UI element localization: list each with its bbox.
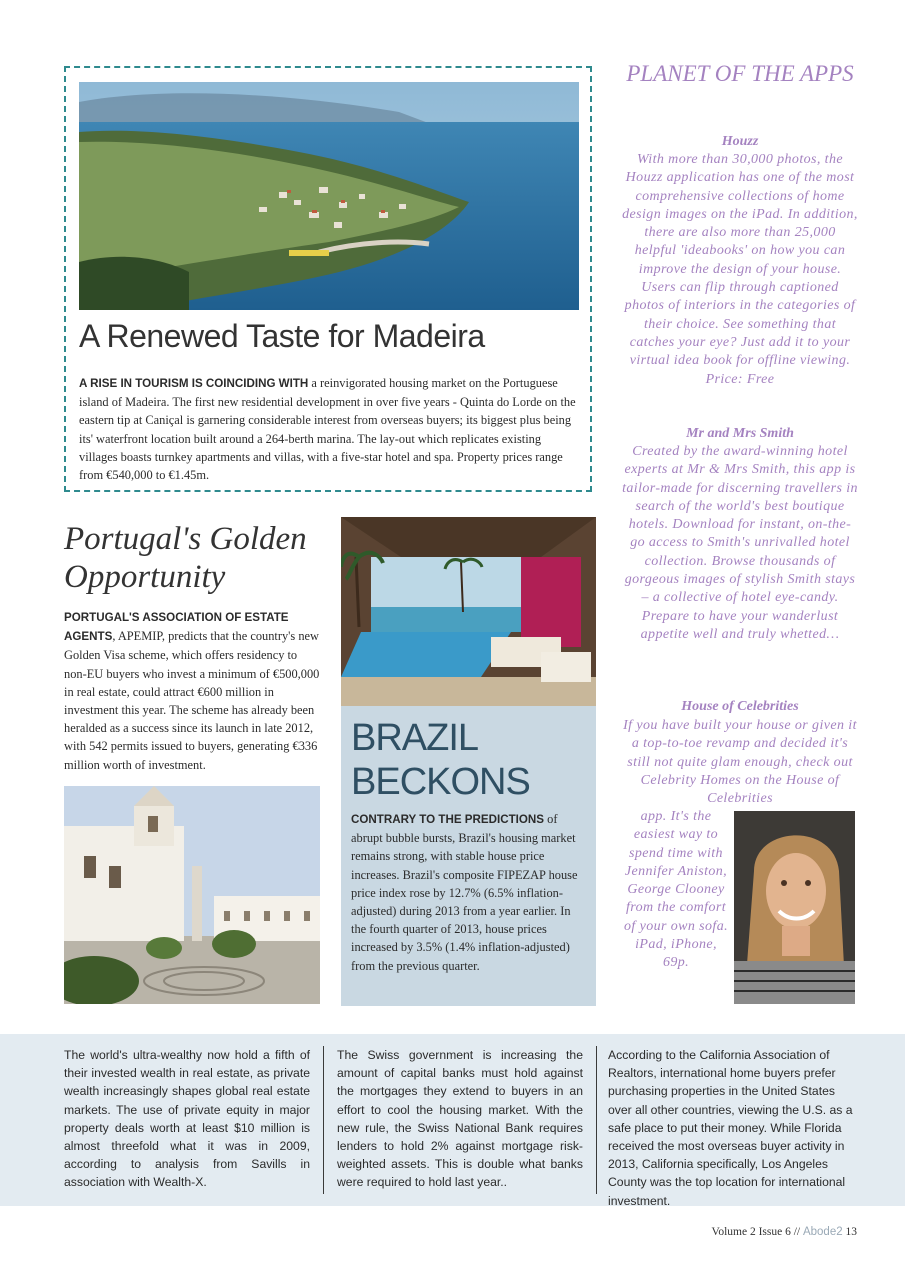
portugal-body: , APEMIP, predicts that the country's new Golden Visa scheme, which offers residency to non-EU buyers who invest a minimum of €500,000 in real estate, could attract €600 million in investment this year. The scheme has already been heralded as a success since its launch in late 2012, with 542 permits issued to buyers, generating €336 million worth of investment. xyxy=(64,629,320,772)
madeira-body: a reinvigorated housing market on the Portuguese island of Madeira. The first new residential development in over five years - Quinta do Lorde on the eastern tip at Caniçal is garnering considerable interest from overseas buyers; its biggest plus being its' waterfront location built around a 264-berth marina. The lay-out which replicates existing villages boasts turnkey apartments and villas, with a five-star hotel and spa. Property prices range from €540,000 to €1.45m. xyxy=(79,376,576,483)
brazil-villa-pool-photo xyxy=(341,517,596,706)
celebrity-portrait-photo xyxy=(734,811,855,1004)
houzz-app-description: With more than 30,000 photos, the Houzz application has one of the most comprehensive collections of home design images on the iPad. In addition, there are also more than 25,000 helpful 'ideabooks' on how you can improve the design of your house. Users can flip through captioned photos of interiors in the categories of their choice. See something that catches your eye? Just add it to your virtual idea book for offline viewing. Price: Free xyxy=(622,152,858,387)
cathedral-square-photo xyxy=(64,786,320,1004)
house-of-celebrities-description: If you have built your house or given it a top-to-toe revamp and decided it's still not quite glam enough, check out Celebrity Homes on the House of Celebrities xyxy=(623,718,857,807)
madeira-coastline-photo xyxy=(79,82,579,310)
portugal-lead-in: PORTUGAL'S ASSOCIATION OF ESTATE AGENTS xyxy=(64,611,289,644)
brief-california-buyers: According to the California Association of Realtors, international home buyers prefer purchasing properties in the United States over all other countries, viewing the U.S. as a safe place to put their money. While Florida received the most overseas buyer activity in 2013, California specifically, Los Angeles County was the top location for international investment. xyxy=(608,1048,853,1208)
madeira-headline: A Renewed Taste for Madeira xyxy=(79,318,485,354)
apps-column-headline: PLANET OF THE APPS xyxy=(626,61,854,86)
brazil-lead-in: CONTRARY TO THE PREDICTIONS xyxy=(351,813,545,826)
brief-wealth-real-estate: The world's ultra-wealthy now hold a fifth of their invested wealth in real estate, as private wealth increasingly shapes global real estate markets. The use of private equity in major property deals worth at least $10 million is almost threefold what it was in 2009, according to analysis from Savills in association with Wealth-X. xyxy=(64,1048,310,1190)
brazil-article-text xyxy=(351,810,587,975)
mr-mrs-smith-app-name: Mr and Mrs Smith xyxy=(686,426,794,441)
houzz-app-name: Houzz xyxy=(721,134,759,149)
madeira-lead-in: A RISE IN TOURISM IS COINCIDING WITH xyxy=(79,377,309,390)
brazil-headline-line-2: BECKONS xyxy=(351,761,530,803)
brazil-headline xyxy=(351,716,591,804)
page-number: 13 xyxy=(845,1226,857,1238)
portugal-headline: Portugal's Golden Opportunity xyxy=(64,521,307,595)
madeira-article-text xyxy=(79,374,581,484)
column-divider xyxy=(596,1046,597,1194)
brazil-body: of abrupt bubble bursts, Brazil's housing market remains strong, with stable house price increases. Brazil's composite FIPEZAP house price index rose by 12.7% (6.5% inflation-adjusted) during 2013 from a year earlier. In the fourth quarter of 2013, house prices increased by 3.5% (1.4% inflation-adjusted) from the previous quarter. xyxy=(351,812,578,973)
house-of-celebrities-description-continued: app. It's the easiest way to spend time with Jennifer Aniston, George Clooney from the comfort of your own sofa. iPad, iPhone, 69p. xyxy=(623,809,729,971)
issue-label: Volume 2 Issue 6 // xyxy=(711,1226,801,1238)
brazil-headline-line-1: BRAZIL xyxy=(351,717,479,759)
portugal-article-text xyxy=(64,608,320,774)
column-divider xyxy=(323,1046,324,1194)
mr-mrs-smith-app-description: Created by the award-winning hotel experts at Mr & Mrs Smith, this app is tailor-made for discerning travellers in search of the world's best boutique hotels. Download for instant, on-the-go access to Smith's unrivalled hotel collection. Browse thousands of gorgeous images of stylish Smith stays – a collective of hotel eye-candy. Prepare to have your wanderlust appetite well and truly whetted… xyxy=(622,444,858,642)
brief-swiss-mortgages: The Swiss government is increasing the amount of capital banks must hold against the mortgages they extend to buyers in an effort to cool the housing market. With the new rule, the Swiss National Bank requires lenders to hold 2% against mortgage risk-weighted assets. This is double what banks were required to hold last year.. xyxy=(337,1048,583,1190)
publication-brand: Abode2 xyxy=(802,1226,843,1238)
house-of-celebrities-app-name: House of Celebrities xyxy=(681,699,799,714)
page-footer xyxy=(712,1226,858,1238)
